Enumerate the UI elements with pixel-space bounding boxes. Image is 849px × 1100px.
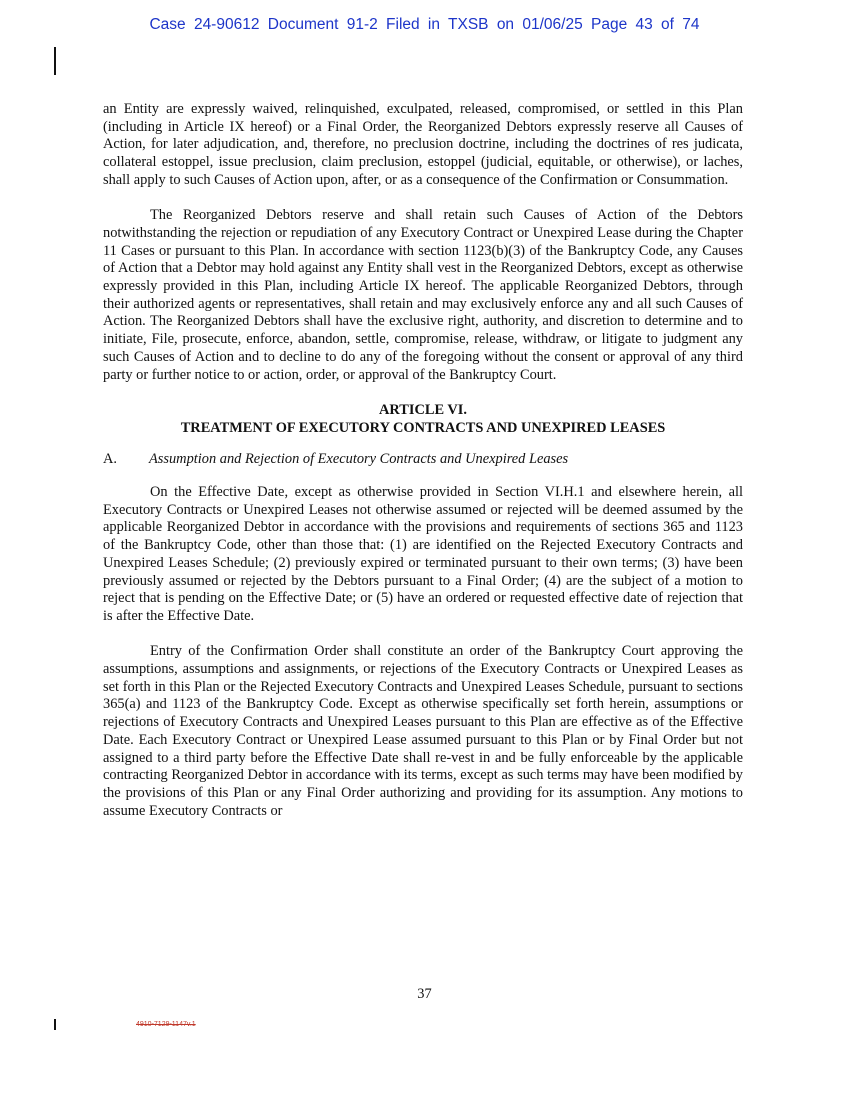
article-heading xyxy=(103,402,743,437)
paragraph-causes-preclusion: an Entity are expressly waived, relinquished, exculpated, released, compromised, or settled in this Plan (including in Article IX hereof) or a Final Order, the Reorganized Debtors expressly reserve all Causes of Action, for later adjudication, and, therefore, no preclusion doctrine, including the doctrines of res judicata, collateral estoppel, issue preclusion, claim preclusion, estoppel (judicial, equitable, or otherwise), or laches, shall apply to such Causes of Action upon, after, or as a consequence of the Confirmation or Consummation. xyxy=(103,101,743,188)
paragraph-causes-retention: The Reorganized Debtors reserve and shall retain such Causes of Action of the Debtors notwithstanding the rejection or repudiation of any Executory Contract or Unexpired Lease during the Chapter 11 Cases or pursuant to this Plan. In accordance with section 1123(b)(3) of the Bankruptcy Code, any Causes of Action that a Debtor may hold against any Entity shall vest in the Reorganized Debtors, except as otherwise expressly provided in this Plan, including Article IX hereof. The applicable Reorganized Debtors, through their authorized agents or representatives, shall retain and may exclusively enforce any and all such Causes of Action. The Reorganized Debtors shall have the exclusive right, authority, and discretion to determine and to initiate, File, prosecute, enforce, abandon, settle, compromise, release, withdraw, or litigate to judgment any such Causes of Action and to decline to do any of the foregoing without the consent or approval of any third party or further notice to or action, order, or approval of the Bankruptcy Court. xyxy=(103,207,743,383)
section-letter: A. xyxy=(103,451,117,468)
paragraph-effective-date: On the Effective Date, except as otherwise provided in Section VI.H.1 and elsewhere herein, all Executory Contracts or Unexpired Leases not otherwise assumed or rejected will be deemed assumed by the applicable Reorganized Debtor in accordance with the provisions and requirements of sections 365 and 1123 of the Bankruptcy Code, other than those that: (1) are identified on the Rejected Executory Contracts and Unexpired Leases Schedule; (2) previously expired or terminated pursuant to their own terms; (3) have been previously assumed or rejected by the Debtors pursuant to a Final Order; (4) are the subject of a motion to reject that is pending on the Effective Date; or (5) have an ordered or requested effective date of rejection that is after the Effective Date. xyxy=(103,484,743,624)
article-number: ARTICLE VI. xyxy=(379,401,467,418)
paragraph-confirmation-order: Entry of the Confirmation Order shall constitute an order of the Bankruptcy Court approving the assumptions, assumptions and assignments, or rejections of the Executory Contracts or Unexpired Leases as set forth in this Plan or the Rejected Executory Contracts and Unexpired Leases Schedule, pursuant to sections 365(a) and 1123 of the Bankruptcy Code. Except as otherwise specifically set forth herein, assumptions or rejections of Executory Contracts and Unexpired Leases pursuant to this Plan are effective as of the Effective Date. Each Executory Contract or Unexpired Lease assumed pursuant to this Plan or by Final Order but not assigned to a third party before the Effective Date shall re-vest in and be fully enforceable by the applicable contracting Reorganized Debtor in accordance with its terms, except as such terms may have been modified by the provisions of this Plan or any Final Order authorizing and providing for its assumption. Any motions to assume Executory Contracts or xyxy=(103,643,743,819)
document-body xyxy=(103,101,743,838)
page-number: 37 xyxy=(417,986,432,1002)
article-title: TREATMENT OF EXECUTORY CONTRACTS AND UNEXPIRED LEASES xyxy=(180,419,666,436)
section-title: Assumption and Rejection of Executory Contracts and Unexpired Leases xyxy=(149,451,569,468)
change-bar-bottom xyxy=(54,1019,56,1030)
footer-document-id: 4910-7129-1147v.1 xyxy=(136,1021,196,1028)
section-heading-a xyxy=(103,451,743,469)
case-header: Case 24-90612 Document 91-2 Filed in TXSB on 01/06/25 Page 43 of 74 xyxy=(149,16,700,33)
change-bar-top xyxy=(54,47,56,75)
